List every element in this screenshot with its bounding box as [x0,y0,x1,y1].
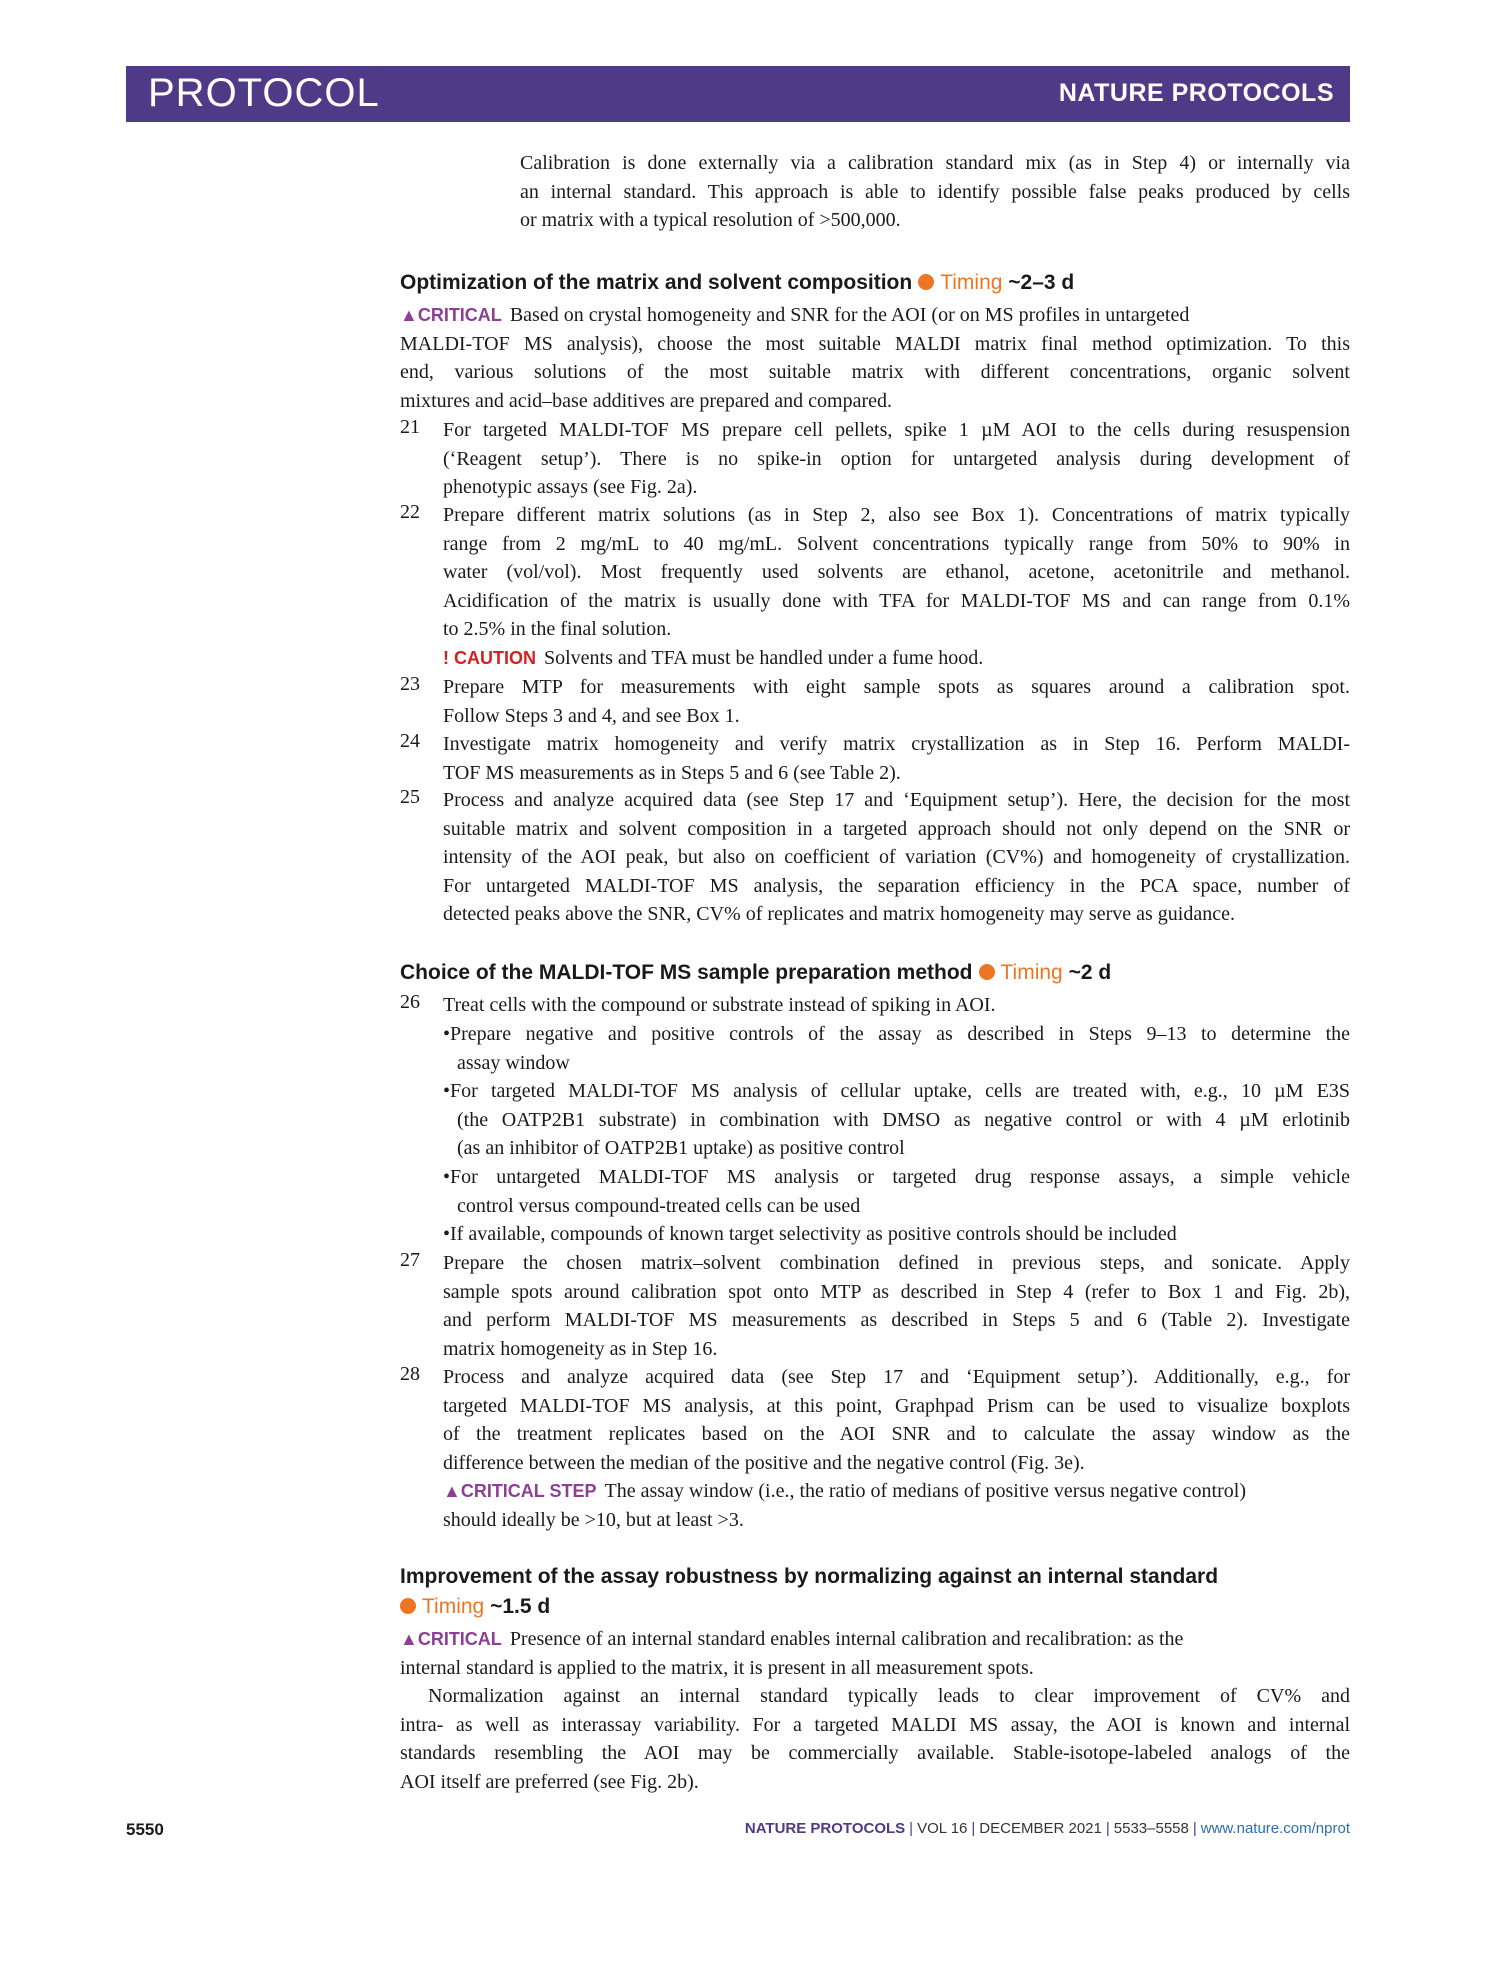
bullet-line: •For untargeted MALDI-TOF MS analysis or targeted drug response assays, a simple vehicle [443,1165,1350,1188]
footer-date: DECEMBER 2021 [979,1820,1102,1837]
step-number: 21 [400,416,420,438]
timing-dot-icon [918,274,934,290]
step-line: (‘Reagent setup’). There is no spike-in option for untargeted analysis during development of [443,447,1350,470]
timing-dot-icon [400,1598,416,1614]
step-number: 22 [400,501,420,523]
bullet-line: (as an inhibitor of OATP2B1 uptake) as positive control [457,1137,905,1160]
journal-label: NATURE PROTOCOLS [1058,79,1334,107]
step-number: 23 [400,673,420,695]
section-heading-sample-prep [400,961,1111,985]
timing-label: Timing [422,1595,485,1618]
step-line: detected peaks above the SNR, CV% of replicates and matrix homogeneity may serve as guidance. [443,903,1235,926]
timing-label: Timing [940,271,1003,294]
critical-line: end, various solutions of the most suitable matrix with different concentrations, organic solvent [400,361,1350,384]
bullet-line: •If available, compounds of known target selectivity as positive controls should be included [443,1223,1177,1246]
critical-paragraph [400,301,1350,415]
step-line: Prepare different matrix solutions (as in Step 2, also see Box 1). Concentrations of matrix typically [443,504,1350,526]
intro-line: Calibration is done externally via a calibration standard mix (as in Step 4) or internally via [520,152,1350,174]
step-line: targeted MALDI-TOF MS analysis, at this point, Graphpad Prism can be used to visualize boxplots [443,1394,1350,1417]
step-line: Acidification of the matrix is usually done with TFA for MALDI-TOF MS and can range from 0.1% [443,589,1350,612]
step-line: phenotypic assays (see Fig. 2a). [443,476,698,499]
critical-label: ▲CRITICAL [400,305,502,325]
step-23 [443,673,1350,730]
step-26-bullets [443,1020,1350,1249]
step-line: of the treatment replicates based on the AOI SNR and to calculate the assay window as the [443,1423,1350,1446]
timing-value: ~2–3 d [1008,271,1075,294]
step-line: intensity of the AOI peak, but also on coefficient of variation (CV%) and homogeneity of crystallization. [443,846,1350,869]
step-number: 24 [400,730,420,752]
critical-label: ▲CRITICAL [400,1629,502,1649]
critical-line: internal standard is applied to the matrix, it is present in all measurement spots. [400,1656,1034,1679]
step-line: matrix homogeneity as in Step 16. [443,1337,718,1360]
intro-paragraph [520,149,1350,235]
step-number: 27 [400,1249,420,1271]
body-line: standards resembling the AOI may be commercially available. Stable-isotope-labeled analogs of the [400,1742,1350,1765]
timing-label: Timing [1000,961,1063,984]
intro-line: or matrix with a typical resolution of >500,000. [520,209,901,232]
intro-line: an internal standard. This approach is able to identify possible false peaks produced by cells [520,180,1350,203]
step-line: range from 2 mg/mL to 40 mg/mL. Solvent concentrations typically range from 50% to 90% in [443,532,1350,555]
footer-journal-name: NATURE PROTOCOLS [744,1820,906,1837]
step-number: 26 [400,991,420,1013]
step-26 [443,991,1350,1020]
footer-pages: 5533–5558 [1113,1820,1189,1837]
step-line: For untargeted MALDI-TOF MS analysis, the separation efficiency in the PCA space, number of [443,874,1350,897]
caution-label: ! CAUTION [443,647,536,668]
bullet-line: •Prepare negative and positive controls of the assay as described in Steps 9–13 to determine the [443,1023,1350,1045]
body-paragraph [400,1682,1350,1796]
step-line: sample spots around calibration spot onto MTP as described in Step 4 (refer to Box 1 and Fig. 2b), [443,1280,1350,1303]
step-21 [443,416,1350,502]
timing-value: ~2 d [1068,961,1112,984]
step-25 [443,786,1350,929]
critical-paragraph [400,1625,1350,1682]
critical-step-line: should ideally be >10, but at least >3. [443,1508,744,1531]
critical-line: Presence of an internal standard enables internal calibration and recalibration: as the [509,1628,1184,1650]
heading-text: Optimization of the matrix and solvent composition [400,271,913,294]
bullet-line: (the OATP2B1 substrate) in combination with DMSO as negative control or with 4 µM erlotinib [457,1108,1350,1131]
step-line: Process and analyze acquired data (see Step 17 and ‘Equipment setup’). Additionally, e.g., for [443,1366,1350,1388]
section-heading-internal-standard [400,1565,1218,1589]
step-24 [443,730,1350,787]
critical-step-line: The assay window (i.e., the ratio of medians of positive versus negative control) [604,1480,1246,1503]
step-number: 25 [400,786,420,808]
step-number: 28 [400,1363,420,1385]
bullet-line: assay window [457,1051,570,1074]
timing-dot-icon [979,964,995,980]
page-number: 5550 [126,1820,164,1839]
step-27 [443,1249,1350,1363]
footer-url[interactable]: www.nature.com/nprot [1200,1820,1350,1837]
critical-line: MALDI-TOF MS analysis), choose the most suitable MALDI matrix final method optimization. To this [400,332,1350,355]
heading-text: Improvement of the assay robustness by normalizing against an internal standard [400,1565,1219,1588]
step-line: Follow Steps 3 and 4, and see Box 1. [443,704,740,727]
step-line: water (vol/vol). Most frequently used solvents are ethanol, acetone, acetonitrile and methanol. [443,561,1350,584]
step-28 [443,1363,1350,1535]
header-banner [126,66,1350,122]
step-line: Prepare MTP for measurements with eight sample spots as squares around a calibration spot. [443,676,1350,698]
step-line: Treat cells with the compound or substrate instead of spiking in AOI. [443,994,996,1016]
step-line: TOF MS measurements as in Steps 5 and 6 (see Table 2). [443,761,901,784]
section-heading-matrix [400,271,1074,295]
step-line: Prepare the chosen matrix–solvent combination defined in previous steps, and sonicate. Apply [443,1252,1350,1274]
step-line: to 2.5% in the final solution. [443,618,672,641]
section-label: PROTOCOL [148,71,380,115]
critical-step-label: ▲CRITICAL STEP [443,1481,597,1502]
step-line: suitable matrix and solvent composition in a targeted approach should not only depend on the SNR or [443,817,1350,840]
caution-text: Solvents and TFA must be handled under a fume hood. [544,646,984,669]
step-line: and perform MALDI-TOF MS measurements as described in Steps 5 and 6 (Table 2). Investigate [443,1309,1350,1332]
critical-line: mixtures and acid–base additives are prepared and compared. [400,389,893,412]
step-line: Process and analyze acquired data (see Step 17 and ‘Equipment setup’). Here, the decision for the most [443,789,1350,811]
step-line: difference between the median of the positive and the negative control (Fig. 3e). [443,1451,1085,1474]
bullet-line: control versus compound-treated cells can be used [457,1194,861,1217]
step-line: Investigate matrix homogeneity and verify matrix crystallization as in Step 16. Perform MALDI- [443,733,1350,755]
step-line: For targeted MALDI-TOF MS prepare cell pellets, spike 1 µM AOI to the cells during resuspension [443,419,1350,441]
body-line: intra- as well as interassay variability. For a targeted MALDI MS assay, the AOI is known and internal [400,1713,1350,1736]
footer-volume: VOL 16 [917,1820,968,1837]
footer-citation: NATURE PROTOCOLS | VOL 16 | DECEMBER 2021 | 5533–5558 | www.nature.com/nprot [744,1820,1350,1837]
heading-text: Choice of the MALDI-TOF MS sample preparation method [400,961,973,984]
body-line: AOI itself are preferred (see Fig. 2b). [400,1770,699,1793]
critical-line: Based on crystal homogeneity and SNR for the AOI (or on MS profiles in untargeted [509,304,1190,326]
step-22 [443,501,1350,673]
timing-value: ~1.5 d [490,1595,551,1618]
bullet-line: •For targeted MALDI-TOF MS analysis of cellular uptake, cells are treated with, e.g., 10 µM E3S [443,1080,1350,1103]
body-line: Normalization against an internal standard typically leads to clear improvement of CV% and [428,1685,1350,1707]
section-timing [394,1595,550,1619]
